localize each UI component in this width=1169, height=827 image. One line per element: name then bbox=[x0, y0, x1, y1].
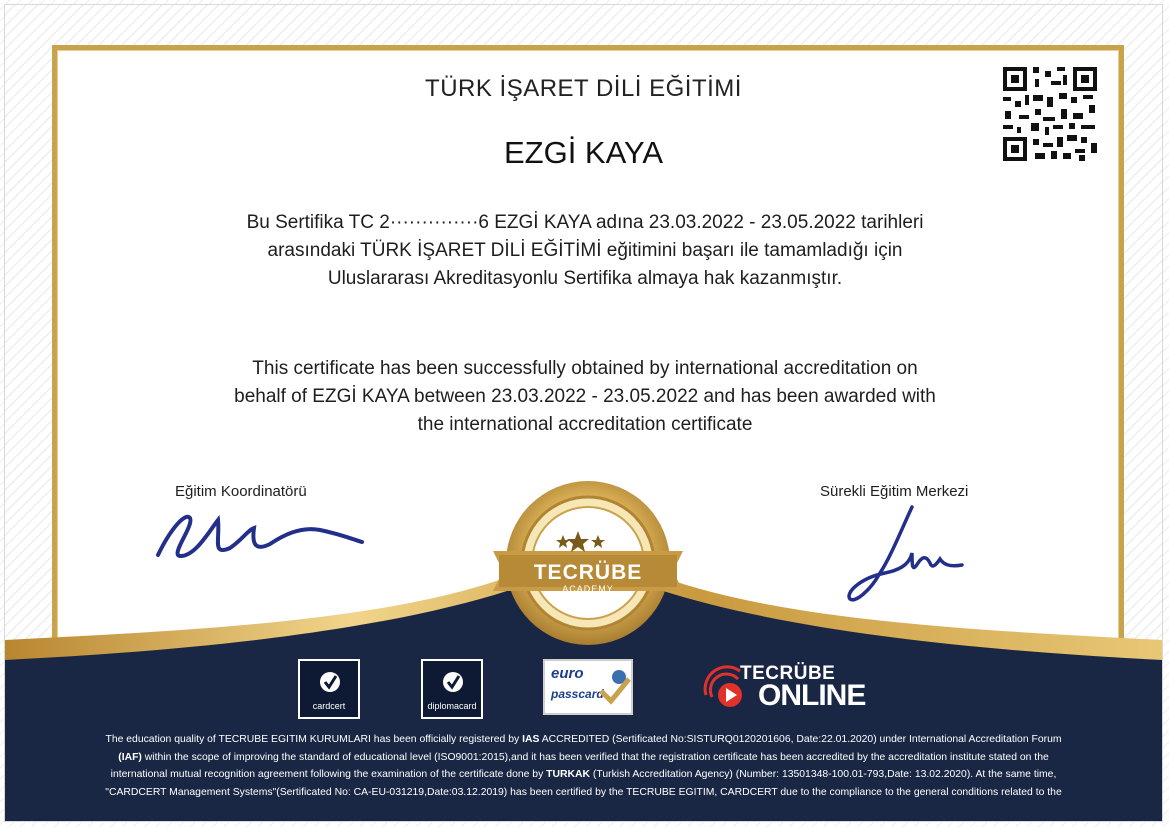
turkish-statement bbox=[155, 209, 1015, 293]
checkmark-icon bbox=[442, 669, 464, 695]
footer-segment: ACCREDITED (Sertificated No:SISTURQ0120201606, Date:22.01.2020) under International Accreditation Forum bbox=[539, 734, 1062, 745]
checkmark-icon bbox=[597, 667, 631, 707]
accreditation-footer bbox=[5, 721, 1162, 821]
footer-line: "CARDCERT Management Systems"(Sertificated No: CA-EU-031219,Date:03.12.2019) has been certified by the TECRUBE EGITIM, CARDCERT due to the compliance to the general conditions related to the bbox=[105, 786, 1062, 798]
tecrube-label: TECRÜBE bbox=[740, 663, 836, 684]
diplomacard-label: diplomacard bbox=[427, 701, 477, 711]
footer-line bbox=[35, 749, 1132, 767]
cardcert-label: cardcert bbox=[312, 701, 346, 711]
checkmark-icon bbox=[319, 669, 341, 695]
english-line: This certificate has been successfully obtained by international accreditation on bbox=[252, 358, 918, 379]
accreditation-logos bbox=[5, 657, 1162, 727]
euro-label: euro bbox=[551, 665, 584, 682]
footer-text bbox=[35, 731, 1132, 801]
cardcert-logo bbox=[298, 659, 360, 719]
turkish-line: Bu Sertifika TC 2··············6 EZGİ KAYA adına 23.03.2022 - 23.05.2022 tarihleri bbox=[246, 212, 924, 233]
education-center-label: Sürekli Eğitim Merkezi bbox=[820, 483, 969, 500]
recipient-name: EZGİ KAYA bbox=[503, 135, 664, 170]
footer-segment: The education quality of TECRUBE EGITIM KURUMLARI has been officially registered by bbox=[105, 734, 523, 745]
coordinator-label: Eğitim Koordinatörü bbox=[175, 483, 307, 500]
passcard-label: passcard bbox=[551, 687, 604, 701]
seal-brand: TECRÜBE bbox=[533, 561, 643, 584]
english-line: the international accreditation certificate bbox=[417, 414, 753, 435]
turkish-line: arasındaki TÜRK İŞARET DİLİ EĞİTİMİ eğitimini başarı ile tamamladığı için bbox=[267, 240, 903, 261]
footer-bold-segment: IAS bbox=[522, 734, 540, 745]
online-label: ONLINE bbox=[758, 679, 866, 712]
seal-subtitle: ACADEMY bbox=[562, 584, 614, 594]
diplomacard-logo bbox=[421, 659, 483, 719]
footer-line bbox=[35, 731, 1132, 749]
program-title: TÜRK İŞARET DİLİ EĞİTİMİ bbox=[425, 75, 742, 102]
qr-code-icon bbox=[1001, 65, 1099, 163]
europasscard-logo bbox=[543, 659, 633, 715]
english-statement bbox=[155, 355, 1015, 439]
english-line: behalf of EZGİ KAYA between 23.03.2022 - 23.05.2022 and has been awarded with bbox=[234, 386, 936, 407]
footer-segment: within the scope of improving the standard of educational level (ISO9001:2015),and it has been verified that the registration certificate has been accredited by the accreditation institute stated on the bbox=[141, 751, 1049, 763]
turkish-line: Uluslararası Akreditasyonlu Sertifika almaya hak kazanmıştır. bbox=[327, 268, 843, 289]
footer-segment: (Turkish Accreditation Agency) (Number: 13501348-100.01-793,Date: 13.02.2020). At the same time, bbox=[590, 769, 1057, 780]
footer-line bbox=[35, 766, 1132, 784]
footer-bold-segment: (IAF) bbox=[118, 751, 142, 763]
tecrube-online-logo bbox=[700, 661, 870, 711]
footer-segment: international mutual recognition agreement following the examination of the certificate done by bbox=[110, 769, 547, 780]
footer-bold-segment: TURKAK bbox=[546, 769, 591, 780]
certificate-sheet bbox=[4, 4, 1163, 822]
